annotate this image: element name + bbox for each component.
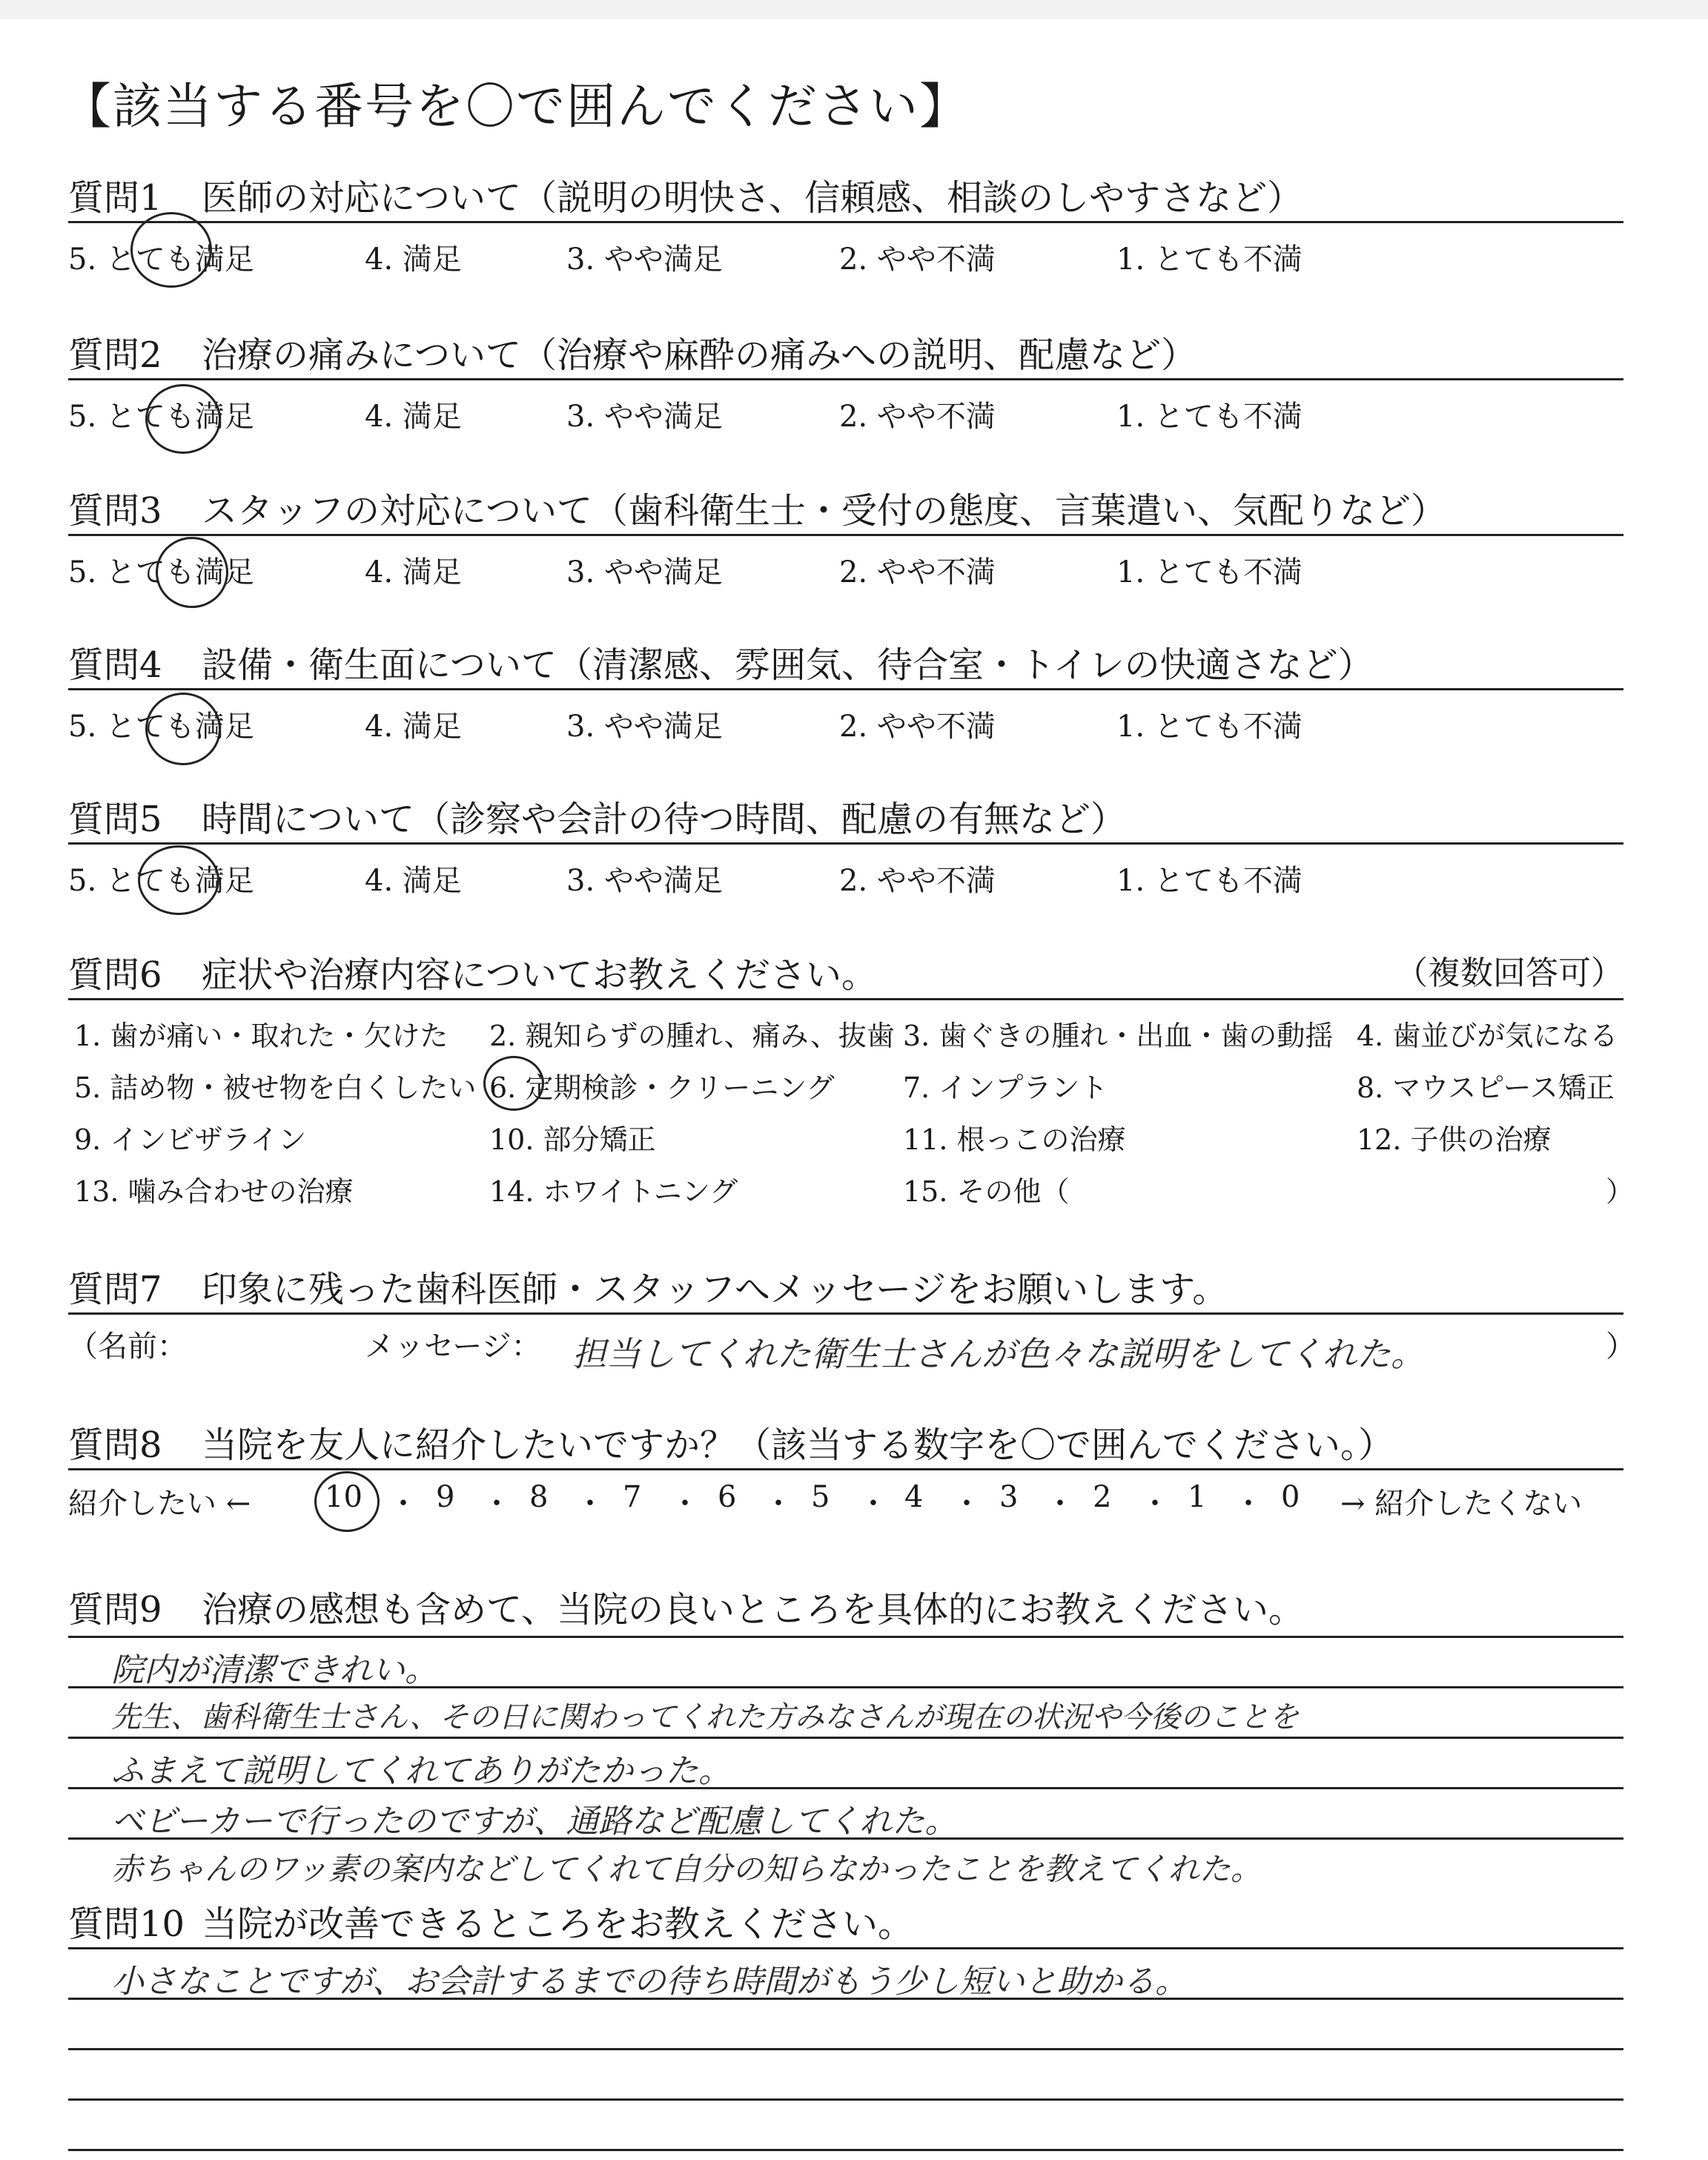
option-2[interactable]: 2. やや不満	[839, 710, 996, 744]
question-10	[68, 1895, 913, 1946]
scale-left-label: 紹介したい ←	[68, 1487, 251, 1521]
option-5[interactable]: 5. とても満足	[68, 864, 254, 898]
question-rule	[68, 378, 1623, 380]
question-text: スタッフの対応について（歯科衛生士・受付の態度、言葉遣い、気配りなど）	[202, 490, 1447, 532]
q6-option-8[interactable]: 8. マウスピース矯正	[1357, 1071, 1615, 1104]
question-number: 質問10	[68, 1903, 185, 1945]
question-rule	[68, 1312, 1623, 1315]
option-1[interactable]: 1. とても不満	[1116, 864, 1302, 898]
q6-other-close: ）	[1606, 1175, 1635, 1208]
q6-option-14[interactable]: 14. ホワイトニング	[489, 1175, 738, 1208]
scale-8[interactable]: 8	[529, 1480, 549, 1514]
question-2	[68, 326, 1196, 377]
question-rule	[68, 842, 1623, 845]
q6-option-15[interactable]: 15. その他（	[903, 1175, 1070, 1208]
multiple-answer-note: （複数回答可）	[1395, 954, 1623, 992]
selection-circle	[145, 384, 221, 454]
q6-option-3[interactable]: 3. 歯ぐきの腫れ・出血・歯の動揺	[903, 1020, 1334, 1052]
option-4[interactable]: 4. 満足	[365, 710, 462, 744]
q6-option-7[interactable]: 7. インプラント	[903, 1071, 1108, 1104]
scale-6[interactable]: 6	[718, 1480, 737, 1514]
option-1[interactable]: 1. とても不満	[1116, 710, 1302, 744]
improvement-line-1: 小さなことですが、お会計するまでの待ち時間がもう少し短いと助かる。	[111, 1963, 1188, 2001]
question-rule	[68, 534, 1623, 536]
question-text: 当院を友人に紹介したいですか？（該当する数字を〇で囲んでください。）	[202, 1424, 1394, 1466]
option-4[interactable]: 4. 満足	[365, 400, 462, 434]
option-2[interactable]: 2. やや不満	[839, 864, 996, 898]
question-3	[68, 482, 1446, 533]
answer-line-1: 院内が清潔できれい。	[111, 1651, 437, 1689]
question-number: 質問8	[68, 1424, 162, 1466]
question-5	[68, 790, 1126, 842]
question-number: 質問5	[68, 799, 162, 840]
selection-circle	[130, 212, 212, 288]
option-5[interactable]: 5. とても満足	[68, 555, 254, 589]
q6-options-grid	[74, 1013, 1635, 1221]
answer-line	[68, 2149, 1623, 2151]
recommend-scale: 紹介したい ← 10 ・ 9 ・ 8 ・ 7 ・ 6 ・ 5 ・ 4 ・ 3 ・ 2 ・ 1 ・ 0 → 紹介したくない	[68, 1480, 1583, 1521]
answer-line-4: ベビーカーで行ったのですが、通路など配慮してくれた。	[111, 1803, 958, 1840]
question-1	[68, 169, 1302, 220]
option-1[interactable]: 1. とても不満	[1116, 400, 1302, 434]
q6-option-9[interactable]: 9. インビザライン	[74, 1123, 307, 1156]
option-2[interactable]: 2. やや不満	[839, 400, 996, 434]
answer-line	[68, 1787, 1623, 1789]
answer-line	[68, 2098, 1623, 2101]
option-1[interactable]: 1. とても不満	[1116, 242, 1302, 277]
selection-circle	[314, 1471, 380, 1532]
answer-line	[68, 1837, 1623, 1840]
answer-line	[68, 2048, 1623, 2050]
question-number: 質問6	[68, 954, 162, 996]
q6-option-11[interactable]: 11. 根っこの治療	[903, 1123, 1126, 1156]
answer-line	[68, 1947, 1623, 1949]
question-rule	[68, 221, 1623, 223]
scale-5[interactable]: 5	[811, 1480, 830, 1514]
message-close: ）	[1606, 1330, 1635, 1364]
option-3[interactable]: 3. やや満足	[566, 400, 723, 434]
question-number: 質問2	[68, 334, 162, 376]
q6-option-4[interactable]: 4. 歯並びが気になる	[1357, 1020, 1618, 1052]
question-text: 当院が改善できるところをお教えください。	[202, 1903, 914, 1945]
scale-4[interactable]: 4	[904, 1480, 924, 1514]
selection-circle	[138, 845, 219, 915]
answer-line	[68, 1737, 1623, 1739]
q6-option-6[interactable]: 6. 定期検診・クリーニング	[489, 1071, 835, 1104]
page-heading: 【該当する番号を〇で囲んでください】	[62, 78, 970, 135]
question-rule	[68, 1468, 1623, 1470]
question-text: 治療の感想も含めて、当院の良いところを具体的にお教えください。	[202, 1589, 1305, 1631]
scale-0[interactable]: 0	[1281, 1480, 1300, 1514]
answer-line-5: 赤ちゃんのワッ素の案内などしてくれて自分の知らなかったことを教えてくれた。	[111, 1851, 1262, 1887]
option-5[interactable]: 5. とても満足	[68, 400, 254, 434]
question-rule	[68, 688, 1623, 690]
question-number: 質問4	[68, 644, 162, 686]
scale-2[interactable]: 2	[1093, 1480, 1112, 1514]
message-row	[68, 1323, 1635, 1375]
selection-circle	[483, 1056, 544, 1111]
message-text: 担当してくれた衛生士さんが色々な説明をしてくれた。	[572, 1334, 1425, 1374]
q6-option-5[interactable]: 5. 詰め物・被せ物を白くしたい	[74, 1071, 477, 1104]
question-text: 症状や治療内容についてお教えください。	[202, 954, 878, 996]
q6-option-12[interactable]: 12. 子供の治療	[1357, 1123, 1552, 1156]
q6-option-10[interactable]: 10. 部分矯正	[489, 1123, 656, 1156]
question-text: 治療の痛みについて（治療や麻酔の痛みへの説明、配慮など）	[202, 334, 1197, 376]
option-3[interactable]: 3. やや満足	[566, 710, 723, 744]
selection-circle	[145, 693, 221, 765]
option-5[interactable]: 5. とても満足	[68, 242, 254, 277]
scale-10[interactable]: 10	[325, 1480, 363, 1514]
option-1[interactable]: 1. とても不満	[1116, 555, 1302, 589]
option-4[interactable]: 4. 満足	[365, 555, 462, 589]
question-number: 質問1	[68, 177, 162, 219]
question-text: 時間について（診察や会計の待つ時間、配慮の有無など）	[202, 799, 1127, 840]
option-2[interactable]: 2. やや不満	[839, 242, 996, 277]
question-text: 印象に残った歯科医師・スタッフへメッセージをお願いします。	[202, 1269, 1228, 1310]
answer-line-2: 先生、歯科衛生士さん、その日に関わってくれた方みなさんが現在の状況や今後のことを	[111, 1700, 1299, 1734]
option-3[interactable]: 3. やや満足	[566, 864, 723, 898]
question-9	[68, 1581, 1304, 1632]
option-4[interactable]: 4. 満足	[365, 242, 462, 277]
question-4	[68, 636, 1374, 687]
q6-option-13[interactable]: 13. 噛み合わせの治療	[74, 1175, 354, 1208]
option-3[interactable]: 3. やや満足	[566, 555, 723, 589]
message-label: メッセージ：	[365, 1330, 541, 1364]
option-4[interactable]: 4. 満足	[365, 864, 462, 898]
scale-right-label: → 紹介したくない	[1340, 1487, 1583, 1521]
option-2[interactable]: 2. やや不満	[839, 555, 996, 589]
question-text: 医師の対応について（説明の明快さ、信頼感、相談のしやすさなど）	[202, 177, 1303, 219]
scale-7[interactable]: 7	[623, 1480, 642, 1514]
option-3[interactable]: 3. やや満足	[566, 242, 723, 277]
scale-1[interactable]: 1	[1188, 1480, 1207, 1514]
question-7	[68, 1261, 1228, 1312]
q6-option-2[interactable]: 2. 親知らずの腫れ、痛み、抜歯	[489, 1020, 895, 1052]
question-rule	[68, 998, 1623, 1000]
page-top-band	[0, 0, 1708, 19]
selection-circle	[156, 537, 228, 608]
question-8	[68, 1416, 1394, 1467]
answer-line	[68, 1636, 1623, 1638]
question-number: 質問3	[68, 490, 162, 532]
q6-option-1[interactable]: 1. 歯が痛い・取れた・欠けた	[74, 1020, 448, 1052]
name-label: （名前：	[68, 1330, 187, 1364]
question-number: 質問7	[68, 1269, 162, 1310]
option-5[interactable]: 5. とても満足	[68, 710, 254, 744]
answer-line-3: ふまえて説明してくれてありがたかった。	[111, 1752, 731, 1790]
answer-line	[68, 1686, 1623, 1688]
question-text: 設備・衛生面について（清潔感、雰囲気、待合室・トイレの快適さなど）	[202, 644, 1374, 686]
scale-9[interactable]: 9	[436, 1480, 455, 1514]
question-6	[68, 946, 877, 997]
question-number: 質問9	[68, 1589, 162, 1631]
scale-3[interactable]: 3	[999, 1480, 1019, 1514]
answer-line	[68, 1998, 1623, 2000]
